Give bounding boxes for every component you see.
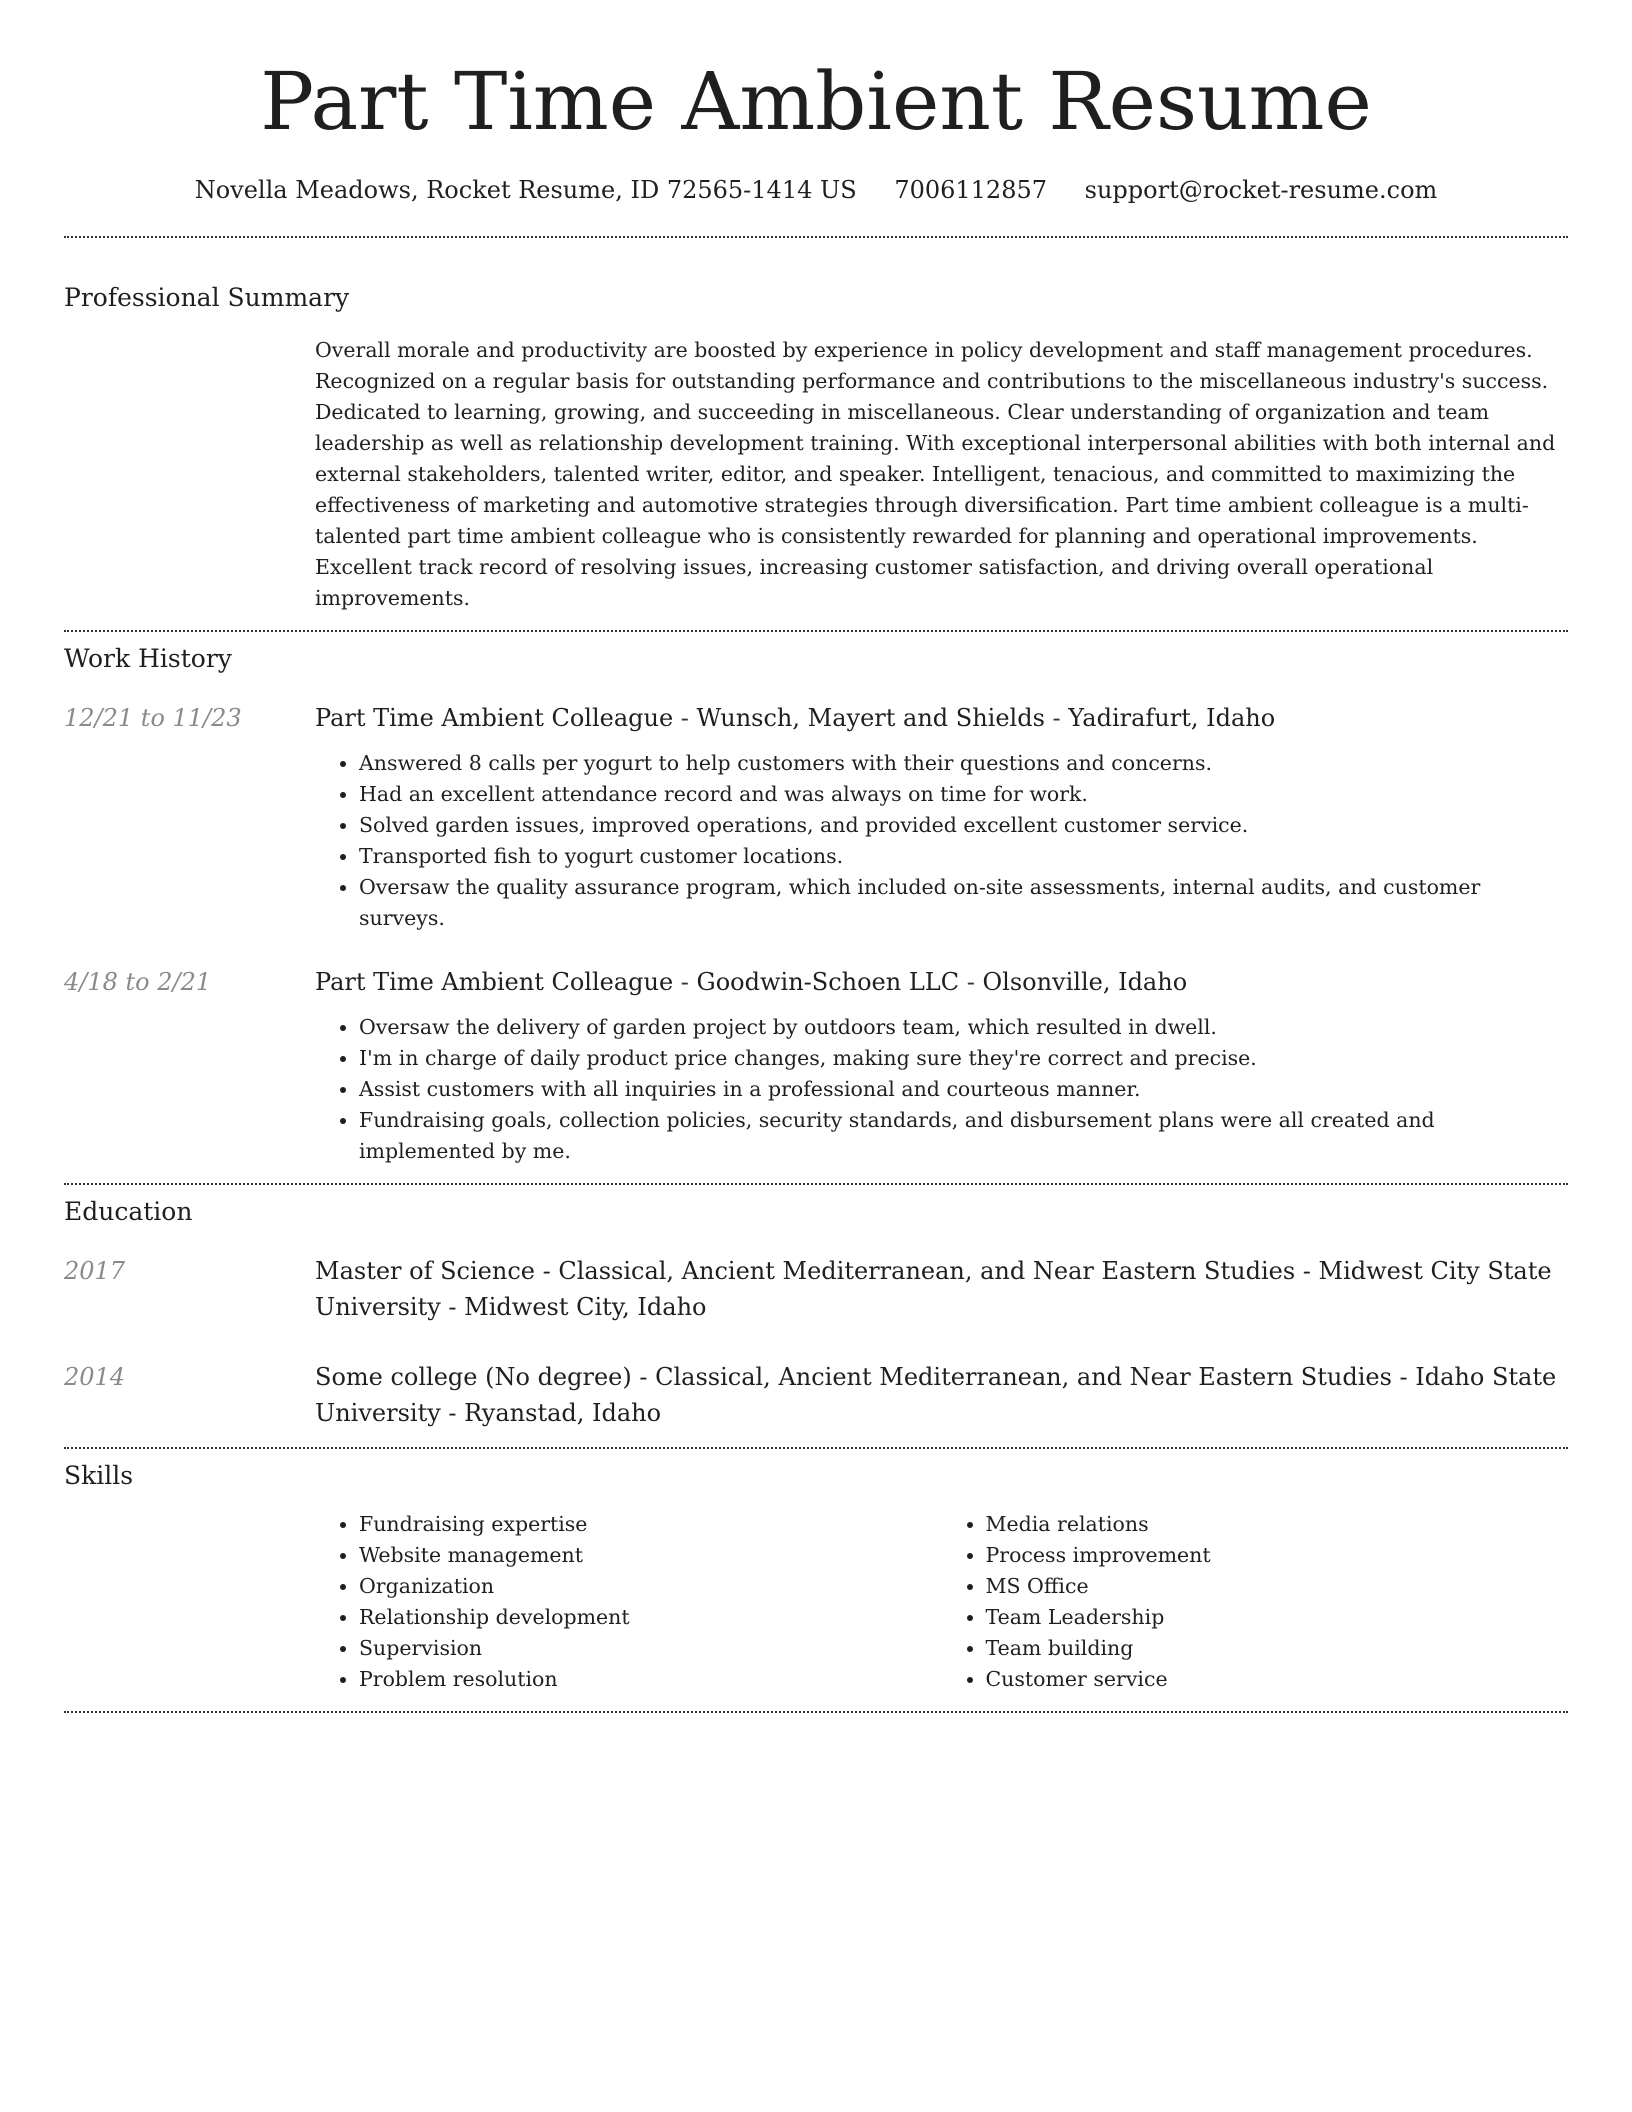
- education-heading: Education: [64, 1197, 193, 1226]
- job-location: Yadirafurt, Idaho: [1068, 704, 1276, 732]
- job-company: Goodwin-Schoen LLC: [696, 968, 960, 996]
- contact-phone: 7006112857: [894, 176, 1048, 204]
- job-body: [315, 964, 1568, 1167]
- divider: [64, 1711, 1568, 1713]
- skills-heading: Skills: [64, 1461, 134, 1490]
- list-item: • Answered 8 calls per yogurt to help customers with their questions and concerns.: [359, 748, 1568, 779]
- skills-section: [64, 1449, 1568, 1711]
- list-item: • Team Leadership: [986, 1602, 1569, 1633]
- job-company: Wunsch, Mayert and Shields: [696, 704, 1045, 732]
- list-item: • Solved garden issues, improved operations, and provided excellent customer service.: [359, 810, 1568, 841]
- job-title: Part Time Ambient Colleague: [315, 704, 674, 732]
- job-heading: Part Time Ambient Colleague - Goodwin-Schoen LLC - Olsonville, Idaho: [315, 968, 1188, 996]
- list-item: • Fundraising expertise: [359, 1509, 942, 1540]
- list-item: • Relationship development: [359, 1602, 942, 1633]
- skills-column-right: [942, 1509, 1569, 1695]
- job-location: Olsonville, Idaho: [982, 968, 1188, 996]
- contact-line: [64, 174, 1568, 206]
- list-item: • MS Office: [986, 1571, 1569, 1602]
- list-item: • Problem resolution: [359, 1664, 942, 1695]
- education-text: Some college (No degree) - Classical, Ancient Mediterranean, and Near Eastern Studies - Idaho State University - Ryanstad, Idaho: [315, 1363, 1557, 1427]
- job-body: [315, 700, 1568, 934]
- education-body: [315, 1359, 1568, 1431]
- list-item: • Customer service: [986, 1664, 1569, 1695]
- job-dates: 12/21 to 11/23: [64, 704, 242, 732]
- education-year: 2014: [64, 1363, 126, 1391]
- job-bullets: [315, 1012, 1568, 1167]
- list-item: • Assist customers with all inquiries in a professional and courteous manner.: [359, 1074, 1568, 1105]
- contact-address: Novella Meadows, Rocket Resume, ID 72565-1414 US: [194, 176, 857, 204]
- education-year: 2017: [64, 1257, 126, 1285]
- summary-heading: Professional Summary: [64, 283, 350, 312]
- education-section: [64, 1185, 1568, 1447]
- work-history-section: [64, 632, 1568, 1183]
- summary-text: Overall morale and productivity are boosted by experience in policy development and staff management procedures. Recognized on a regular basis for outstanding performance and contributions to the miscellaneous industry's success. Dedicated to learning, growing, and succeeding in miscellaneous. Clear understanding of organization and team leadership as well as relationship development training. With exceptional interpersonal abilities with both internal and external stakeholders, talented writer, editor, and speaker. Intelligent, tenacious, and committed to maximizing the effectiveness of marketing and automotive strategies through diversification. Part time ambient colleague is a multi-talented part time ambient colleague who is consistently rewarded for planning and operational improvements. Excellent track record of resolving issues, increasing customer satisfaction, and driving overall operational improvements.: [315, 338, 1556, 610]
- list-item: • Oversaw the quality assurance program, which included on-site assessments, internal audits, and customer surveys.: [359, 872, 1568, 934]
- education-entry: [64, 1253, 1568, 1325]
- skills-column-left: [315, 1509, 942, 1695]
- list-item: • Fundraising goals, collection policies, security standards, and disbursement plans were all created and implemented by me.: [359, 1105, 1568, 1167]
- list-item: • Media relations: [986, 1509, 1569, 1540]
- list-item: • Process improvement: [986, 1540, 1569, 1571]
- list-item: • I'm in charge of daily product price changes, making sure they're correct and precise.: [359, 1043, 1568, 1074]
- skills-list: [942, 1509, 1569, 1695]
- education-body: [315, 1253, 1568, 1325]
- job-bullets: [315, 748, 1568, 934]
- job-entry: [64, 964, 1568, 1167]
- job-heading: Part Time Ambient Colleague - Wunsch, Mayert and Shields - Yadirafurt, Idaho: [315, 704, 1276, 732]
- summary-section: [64, 238, 1568, 630]
- education-text: Master of Science - Classical, Ancient Mediterranean, and Near Eastern Studies - Midwest City State University - Midwest City, Idaho: [315, 1257, 1552, 1321]
- list-item: • Transported fish to yogurt customer locations.: [359, 841, 1568, 872]
- resume-title: Part Time Ambient Resume: [260, 55, 1372, 148]
- list-item: • Supervision: [359, 1633, 942, 1664]
- job-entry: [64, 700, 1568, 934]
- job-title: Part Time Ambient Colleague: [315, 968, 674, 996]
- list-item: • Team building: [986, 1633, 1569, 1664]
- list-item: • Had an excellent attendance record and was always on time for work.: [359, 779, 1568, 810]
- list-item: • Organization: [359, 1571, 942, 1602]
- education-entry: [64, 1359, 1568, 1431]
- work-history-heading: Work History: [64, 644, 232, 673]
- job-dates: 4/18 to 2/21: [64, 968, 212, 996]
- skills-list: [315, 1509, 942, 1695]
- list-item: • Oversaw the delivery of garden project by outdoors team, which resulted in dwell.: [359, 1012, 1568, 1043]
- contact-email: support@rocket-resume.com: [1084, 176, 1438, 204]
- list-item: • Website management: [359, 1540, 942, 1571]
- skills-grid: [315, 1509, 1568, 1695]
